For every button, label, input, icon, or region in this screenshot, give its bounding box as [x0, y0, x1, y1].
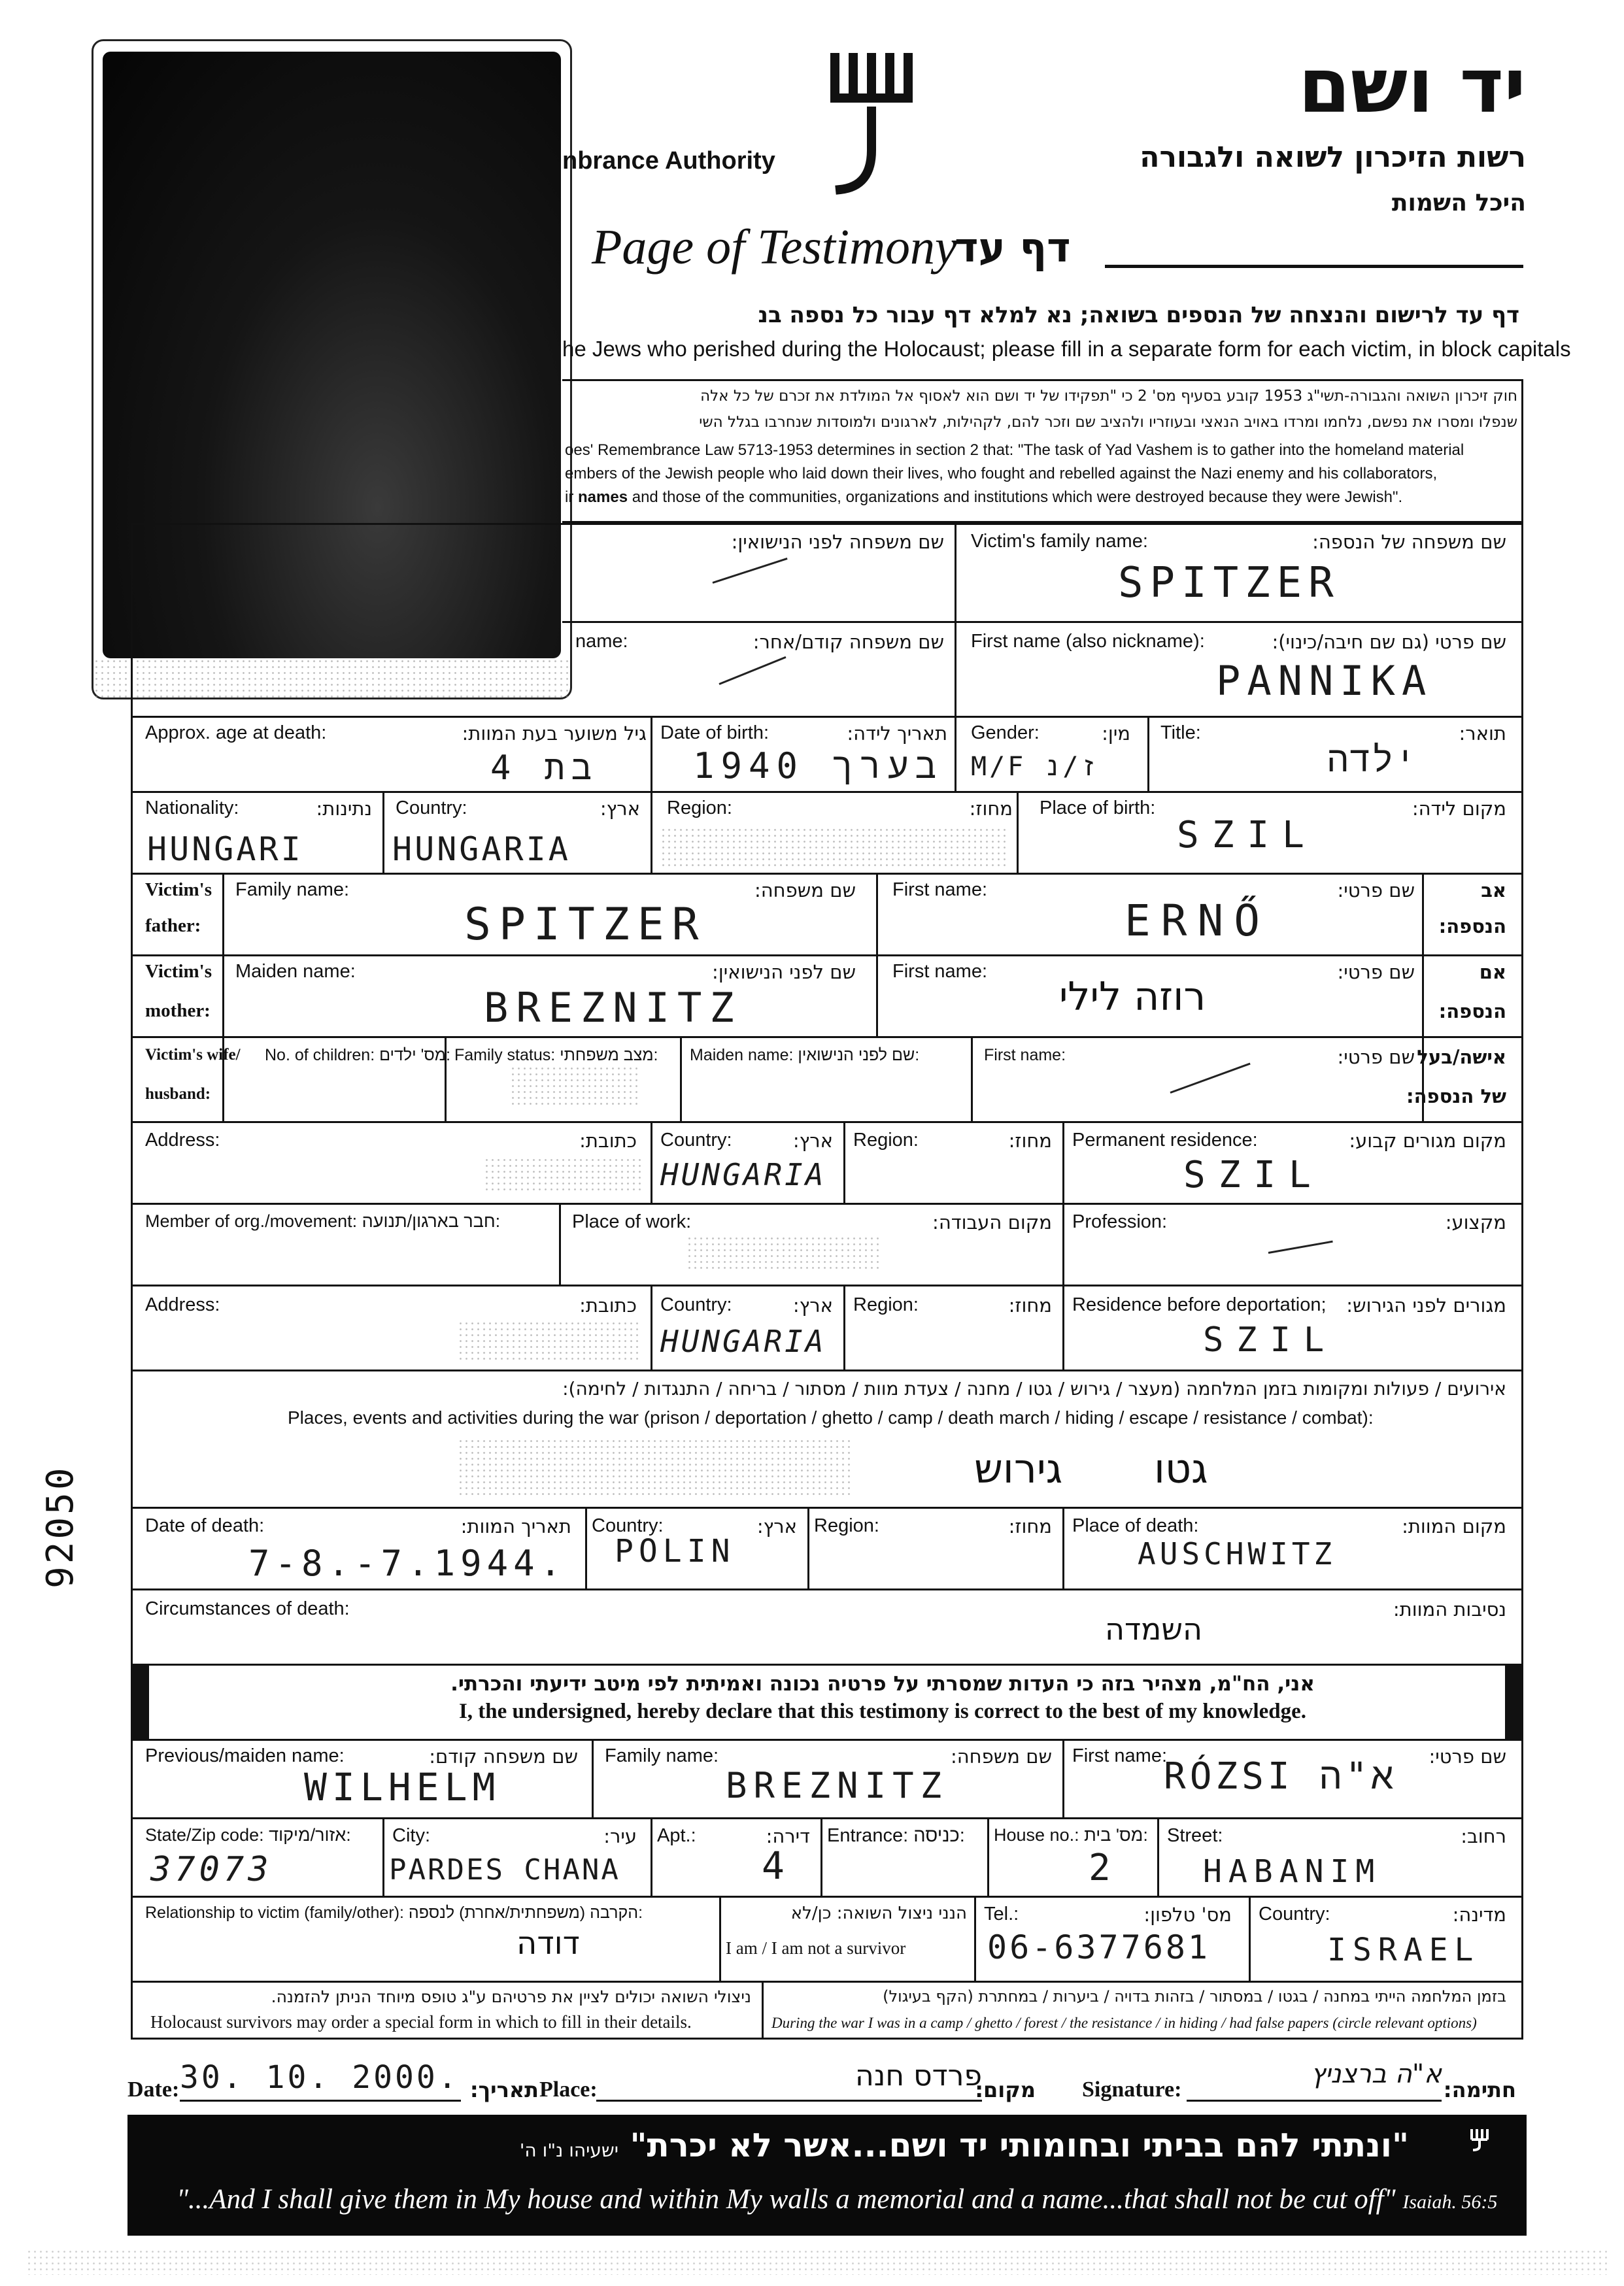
place-label: Place:: [539, 2077, 598, 2102]
sub-first-value[interactable]: RÓZSI א"ה: [1164, 1755, 1398, 1798]
events-label-he: אירועים / פעולות ומקומות בזמן המלחמה (מעצר / גירוש / גטו / מחנה / צעדת מוות / מסתור / בריחה / התנגדות / לחימה):: [562, 1378, 1506, 1400]
victim-family-label: Victim's family name:: [971, 531, 1148, 552]
sub-country-value[interactable]: ISRAEL: [1327, 1932, 1480, 1968]
father-first-value[interactable]: ERNŐ: [1125, 896, 1270, 946]
family-status-label: Family status: מצב משפחתי:: [454, 1046, 658, 1064]
instruction-en: he Jews who perished during the Holocaust; please fill in a separate form for each victim, in block capitals: [562, 337, 1571, 361]
date-label-he: תאריך:: [469, 2077, 539, 2102]
date-value: 30. 10. 2000.: [180, 2059, 460, 2096]
res-region-label-he: מחוז:: [1008, 1130, 1052, 1152]
mother-label-he-1: אם: [1479, 961, 1506, 983]
events-label-en: Places, events and activities during the war (prison / deportation / ghetto / camp / death march / hiding / escape / resistance / combat):: [288, 1407, 1374, 1428]
res-country-label-he: ארץ:: [792, 1130, 833, 1152]
zip-value[interactable]: 37073: [150, 1850, 273, 1889]
hebrew-authority: רשות הזיכרון לשואה ולגבורה: [1140, 141, 1526, 174]
victim-maiden-field[interactable]: [706, 569, 811, 595]
father-family-label-he: שם משפחה:: [754, 879, 856, 901]
instruction-he: דף עד לרישום והנצחה של הנספים בשואה; נא למלא דף עבור כל נספה בנ: [758, 302, 1519, 328]
mother-maiden-value[interactable]: BREZNITZ: [484, 984, 742, 1032]
res-region-label: Region:: [853, 1130, 919, 1151]
spouse-label-2: husband:: [145, 1085, 211, 1103]
before-dep-label-he: מגורים לפני הגירוש:: [1346, 1294, 1506, 1317]
survivors-note-he: ניצולי השואה יכולים לציין את פרטיהם ע"ג טופס מיוחד הניתן להזמנה.: [271, 1987, 751, 2006]
dob-label-he: תאריך לידה:: [847, 722, 947, 745]
war-note-en: During the war I was in a camp / ghetto / forest / the resistance / in hiding / had false papers (circle relevant options): [771, 2015, 1477, 2031]
law-line-4: embers of the Jewish people who laid down their lives, who fought and rebelled against the Nazi enemy and his collaborators,: [565, 465, 1438, 482]
age-label-he: גיל משוער בעת המוות:: [462, 722, 647, 745]
death-place-value[interactable]: AUSCHWITZ: [1138, 1536, 1336, 1572]
perm-res-label-he: מקום מגורים קבוע:: [1349, 1130, 1506, 1152]
sub-country-label: Country:: [1259, 1904, 1330, 1925]
before-dep-label: Residence before deportation;: [1072, 1294, 1327, 1315]
zip-label: State/Zip code: אזור/מיקוד:: [145, 1825, 351, 1845]
dep-country-value[interactable]: HUNGARIA: [660, 1324, 826, 1359]
date-field[interactable]: [180, 2059, 461, 2102]
res-country-label: Country:: [660, 1130, 732, 1151]
hebrew-org-name: יד ושם: [1298, 42, 1526, 130]
apt-value[interactable]: 4: [762, 1843, 791, 1888]
profession-field[interactable]: [1262, 1235, 1366, 1262]
nationality-label-he: נתינות:: [316, 798, 372, 820]
spouse-label-1: Victim's wife/: [145, 1046, 241, 1064]
father-first-label-he: שם פרטי:: [1337, 879, 1415, 901]
sub-family-label-he: שם משפחה:: [950, 1745, 1052, 1768]
victim-first-value[interactable]: PANNIKA: [1216, 657, 1433, 705]
death-date-label-he: תאריך המוות:: [460, 1515, 571, 1538]
sub-prev-label: Previous/maiden name:: [145, 1745, 345, 1766]
quote-banner: [127, 2115, 1527, 2236]
mother-label-he-2: הנספה:: [1438, 1000, 1506, 1022]
street-value[interactable]: HABANIM: [1203, 1853, 1381, 1890]
spouse-label-he-1: אישה/בעל: [1417, 1046, 1506, 1068]
mother-maiden-label-he: שם לפני הנישואין:: [712, 961, 856, 983]
place-label-he: מקום:: [975, 2077, 1036, 2102]
country-label-he: ארץ:: [600, 798, 640, 820]
circ-label: Circumstances of death:: [145, 1598, 350, 1619]
member-label: Member of org./movement: חבר בארגון/תנועה:: [145, 1211, 501, 1231]
victim-first-label-he: שם פרטי (גם שם חיבה/כינוי):: [1272, 631, 1506, 653]
country-value[interactable]: HUNGARIA: [392, 830, 571, 868]
house-label: House no.: מס' בית:: [994, 1825, 1148, 1845]
death-place-label: Place of death:: [1072, 1515, 1199, 1536]
date-label: Date:: [127, 2077, 180, 2102]
sub-prev-label-he: שם משפחה קודם:: [429, 1745, 578, 1768]
victim-family-value[interactable]: SPITZER: [1118, 559, 1340, 607]
tel-label-he: מס' טלפון:: [1143, 1904, 1232, 1926]
dep-address-label: Address:: [145, 1294, 220, 1315]
law-line-2: שנפלו ומסרו את נפשם, נלחמו ומרדו באויב הנאצי ובעוזריו ולהציב שם וזכר להם, לקהילות, לארגונים ולמוסדות שנחרבו בגלל השי: [699, 414, 1517, 431]
law-line-3: oes' Remembrance Law 5713-1953 determines in section 2 that: "The task of Yad Vashem is to gather into the homeland material: [565, 441, 1464, 459]
father-label-he-1: אב: [1481, 879, 1506, 901]
dob-value[interactable]: 1940 בערך: [693, 745, 943, 786]
title-he: דף עד: [955, 224, 1071, 271]
nationality-value[interactable]: HUNGARI: [147, 830, 303, 868]
death-country-label-he: ארץ:: [756, 1515, 797, 1538]
victim-maiden-label: שם משפחה לפני הנישואין:: [731, 531, 944, 553]
war-note-he: בזמן המלחמה הייתי במחנה / בגטו / במסתור / בזהות בדויה / ביערות / במחתרת (הקף בעיגול): [883, 1987, 1506, 2006]
dep-region-label-he: מחוז:: [1008, 1294, 1052, 1317]
sub-country-label-he: מדינה:: [1452, 1904, 1506, 1926]
victim-first-label: First name (also nickname):: [971, 631, 1205, 652]
perm-res-label: Permanent residence:: [1072, 1130, 1258, 1151]
father-family-label: Family name:: [235, 879, 350, 900]
country-label: Country:: [396, 798, 467, 818]
father-label-1: Victim's: [145, 879, 212, 900]
death-region-label-he: מחוז:: [1008, 1515, 1052, 1538]
children-label: No. of children: מס' ילדים:: [265, 1046, 450, 1064]
profession-label: Profession:: [1072, 1211, 1168, 1232]
title-label: Title:: [1160, 722, 1201, 743]
signature-value: א"ה ברצניץ: [1311, 2059, 1442, 2089]
mother-maiden-label: Maiden name:: [235, 961, 356, 982]
banner-he: "ונתתי להם בביתי ובחומותי יד ושם...אשר לא יכרת" ישעיהו נ"ו ה': [519, 2126, 1409, 2164]
entrance-label: Entrance: כניסה:: [827, 1825, 965, 1846]
gender-label: Gender:: [971, 722, 1040, 743]
house-value[interactable]: 2: [1089, 1847, 1117, 1889]
death-date-value[interactable]: 7-8.-7.1944.: [248, 1543, 567, 1584]
yad-vashem-emblem-icon: [827, 46, 919, 203]
region-label-he: מחוז:: [969, 798, 1013, 820]
title-value[interactable]: ילדה: [1327, 739, 1417, 780]
victim-prev-label: name:: [575, 631, 628, 652]
tel-value[interactable]: 06-6377681: [987, 1928, 1211, 1966]
work-place-label: Place of work:: [572, 1211, 692, 1232]
mother-label-2: mother:: [145, 1000, 211, 1021]
pob-label-he: מקום לידה:: [1412, 798, 1506, 820]
margin-note: 92050: [39, 1465, 82, 1588]
sub-first-label-he: שם פרטי:: [1429, 1745, 1506, 1768]
signature-label-he: חתימה:: [1443, 2077, 1516, 2102]
spouse-label-he-2: של הנספה:: [1406, 1085, 1506, 1107]
spouse-maiden-label: Maiden name: שם לפני הנישואין:: [690, 1046, 920, 1064]
circ-label-he: נסיבות המוות:: [1393, 1598, 1506, 1621]
death-region-label: Region:: [814, 1515, 879, 1536]
survivors-note-en: Holocaust survivors may order a special form in which to fill in their details.: [150, 2012, 692, 2032]
tel-label: Tel.:: [984, 1904, 1019, 1925]
pob-value[interactable]: SZIL: [1177, 814, 1317, 856]
dep-region-label: Region:: [853, 1294, 919, 1315]
gender-label-he: מין:: [1102, 722, 1130, 745]
father-label-he-2: הנספה:: [1438, 915, 1506, 937]
apt-label-he: דירה:: [766, 1825, 810, 1847]
declaration-en: I, the undersigned, hereby declare that this testimony is correct to the best of my knowledge.: [458, 1700, 1307, 1723]
profession-label-he: מקצוע:: [1445, 1211, 1506, 1234]
victim-prev-label-he: שם משפחה קודם/אחר:: [753, 631, 944, 653]
mother-first-label: First name:: [892, 961, 988, 982]
events-value[interactable]: גטו גירוש: [974, 1445, 1208, 1492]
dep-address-label-he: כתובת:: [579, 1294, 637, 1317]
signature-label: Signature:: [1082, 2077, 1182, 2102]
survivor-label-en[interactable]: I am / I am not a survivor: [726, 1938, 906, 1958]
victim-prev-field[interactable]: [713, 667, 817, 693]
title-en: Page of Testimony: [592, 220, 957, 275]
law-line-5: ir names and those of the communities, organizations and institutions which were destroyed because they were Jewish".: [565, 488, 1403, 506]
mother-first-value[interactable]: רוזה לילי: [1059, 974, 1206, 1020]
res-country-value[interactable]: HUNGARIA: [660, 1157, 826, 1192]
dep-country-label-he: ארץ:: [792, 1294, 833, 1317]
age-label: Approx. age at death:: [145, 722, 327, 743]
law-line-1: חוק זיכרון השואה והגבורה-תשי"ג 1953 קובע בסעיף מס' 2 כי "תפקידו של יד ושם הוא לאסוף אל המולדת את זכרם של כל אלה: [700, 388, 1517, 405]
menorah-small-icon: [1469, 2128, 1494, 2151]
city-value[interactable]: PARDES CHANA: [389, 1853, 620, 1887]
spouse-first-field[interactable]: [1164, 1072, 1294, 1098]
before-dep-value[interactable]: SZIL: [1203, 1320, 1338, 1360]
signature-field[interactable]: [1187, 2059, 1442, 2102]
street-label: Street:: [1167, 1825, 1223, 1846]
sub-first-label: First name:: [1072, 1745, 1168, 1766]
hebrew-hall: היכל השמות: [1391, 190, 1526, 216]
city-label-he: עיר:: [603, 1825, 637, 1847]
declaration-he: אני, הח"מ, מצהיר בזה כי העדות שמסרתי על פרטיה נכונה ואמיתית לפי מיטב ידיעתי והכרתי.: [450, 1672, 1315, 1696]
nationality-label: Nationality:: [145, 798, 239, 818]
place-value: פרדס חנה: [855, 2059, 982, 2093]
gender-value[interactable]: M/F ז/נ: [971, 752, 1100, 782]
victim-family-label-he: שם משפחה של הנספה:: [1312, 531, 1506, 553]
father-first-label: First name:: [892, 879, 988, 900]
spouse-first-label: First name:: [984, 1046, 1066, 1064]
address-label: Address:: [145, 1130, 220, 1151]
dep-country-label: Country:: [660, 1294, 732, 1315]
sub-prev-value[interactable]: WILHELM: [304, 1765, 501, 1809]
death-country-label: Country:: [592, 1515, 664, 1536]
law-box: [562, 379, 1523, 523]
title-label-he: תואר:: [1459, 722, 1506, 745]
death-country-value[interactable]: POLIN: [615, 1533, 736, 1570]
sub-family-label: Family name:: [605, 1745, 719, 1766]
city-label: City:: [392, 1825, 430, 1846]
region-label: Region:: [667, 798, 732, 818]
place-field[interactable]: [596, 2059, 982, 2102]
pob-label: Place of birth:: [1040, 798, 1156, 818]
mother-first-label-he: שם פרטי:: [1337, 961, 1415, 983]
banner-en: "...And I shall give them in My house and within My walls a memorial and a name...that shall not be cut off" Isaiah. 56:5: [177, 2184, 1498, 2215]
circ-value[interactable]: השמדה: [1105, 1611, 1203, 1647]
street-label-he: רחוב:: [1461, 1825, 1506, 1847]
father-family-value[interactable]: SPITZER: [464, 899, 707, 950]
mother-label-1: Victim's: [145, 961, 212, 982]
english-authority: nbrance Authority: [562, 147, 775, 175]
sub-family-value[interactable]: BREZNITZ: [726, 1765, 949, 1806]
father-label-2: father:: [145, 915, 201, 936]
perm-res-value[interactable]: SZIL: [1183, 1154, 1324, 1196]
age-value[interactable]: 4 בת: [490, 748, 599, 788]
death-place-label-he: מקום המוות:: [1402, 1515, 1506, 1538]
spouse-first-label-he: שם פרטי:: [1337, 1046, 1415, 1068]
survivor-label-he[interactable]: הנני ניצול השואה: כן/לא: [790, 1904, 967, 1923]
relationship-value[interactable]: דודה: [516, 1925, 580, 1962]
work-place-label-he: מקום העבודה:: [932, 1211, 1052, 1234]
dob-label: Date of birth:: [660, 722, 770, 743]
address-label-he: כתובת:: [579, 1130, 637, 1152]
death-date-label: Date of death:: [145, 1515, 265, 1536]
apt-label: Apt.:: [657, 1825, 696, 1846]
relationship-label: Relationship to victim (family/other): הקרבה (משפחתית/אחרת) לנספה:: [145, 1904, 643, 1922]
